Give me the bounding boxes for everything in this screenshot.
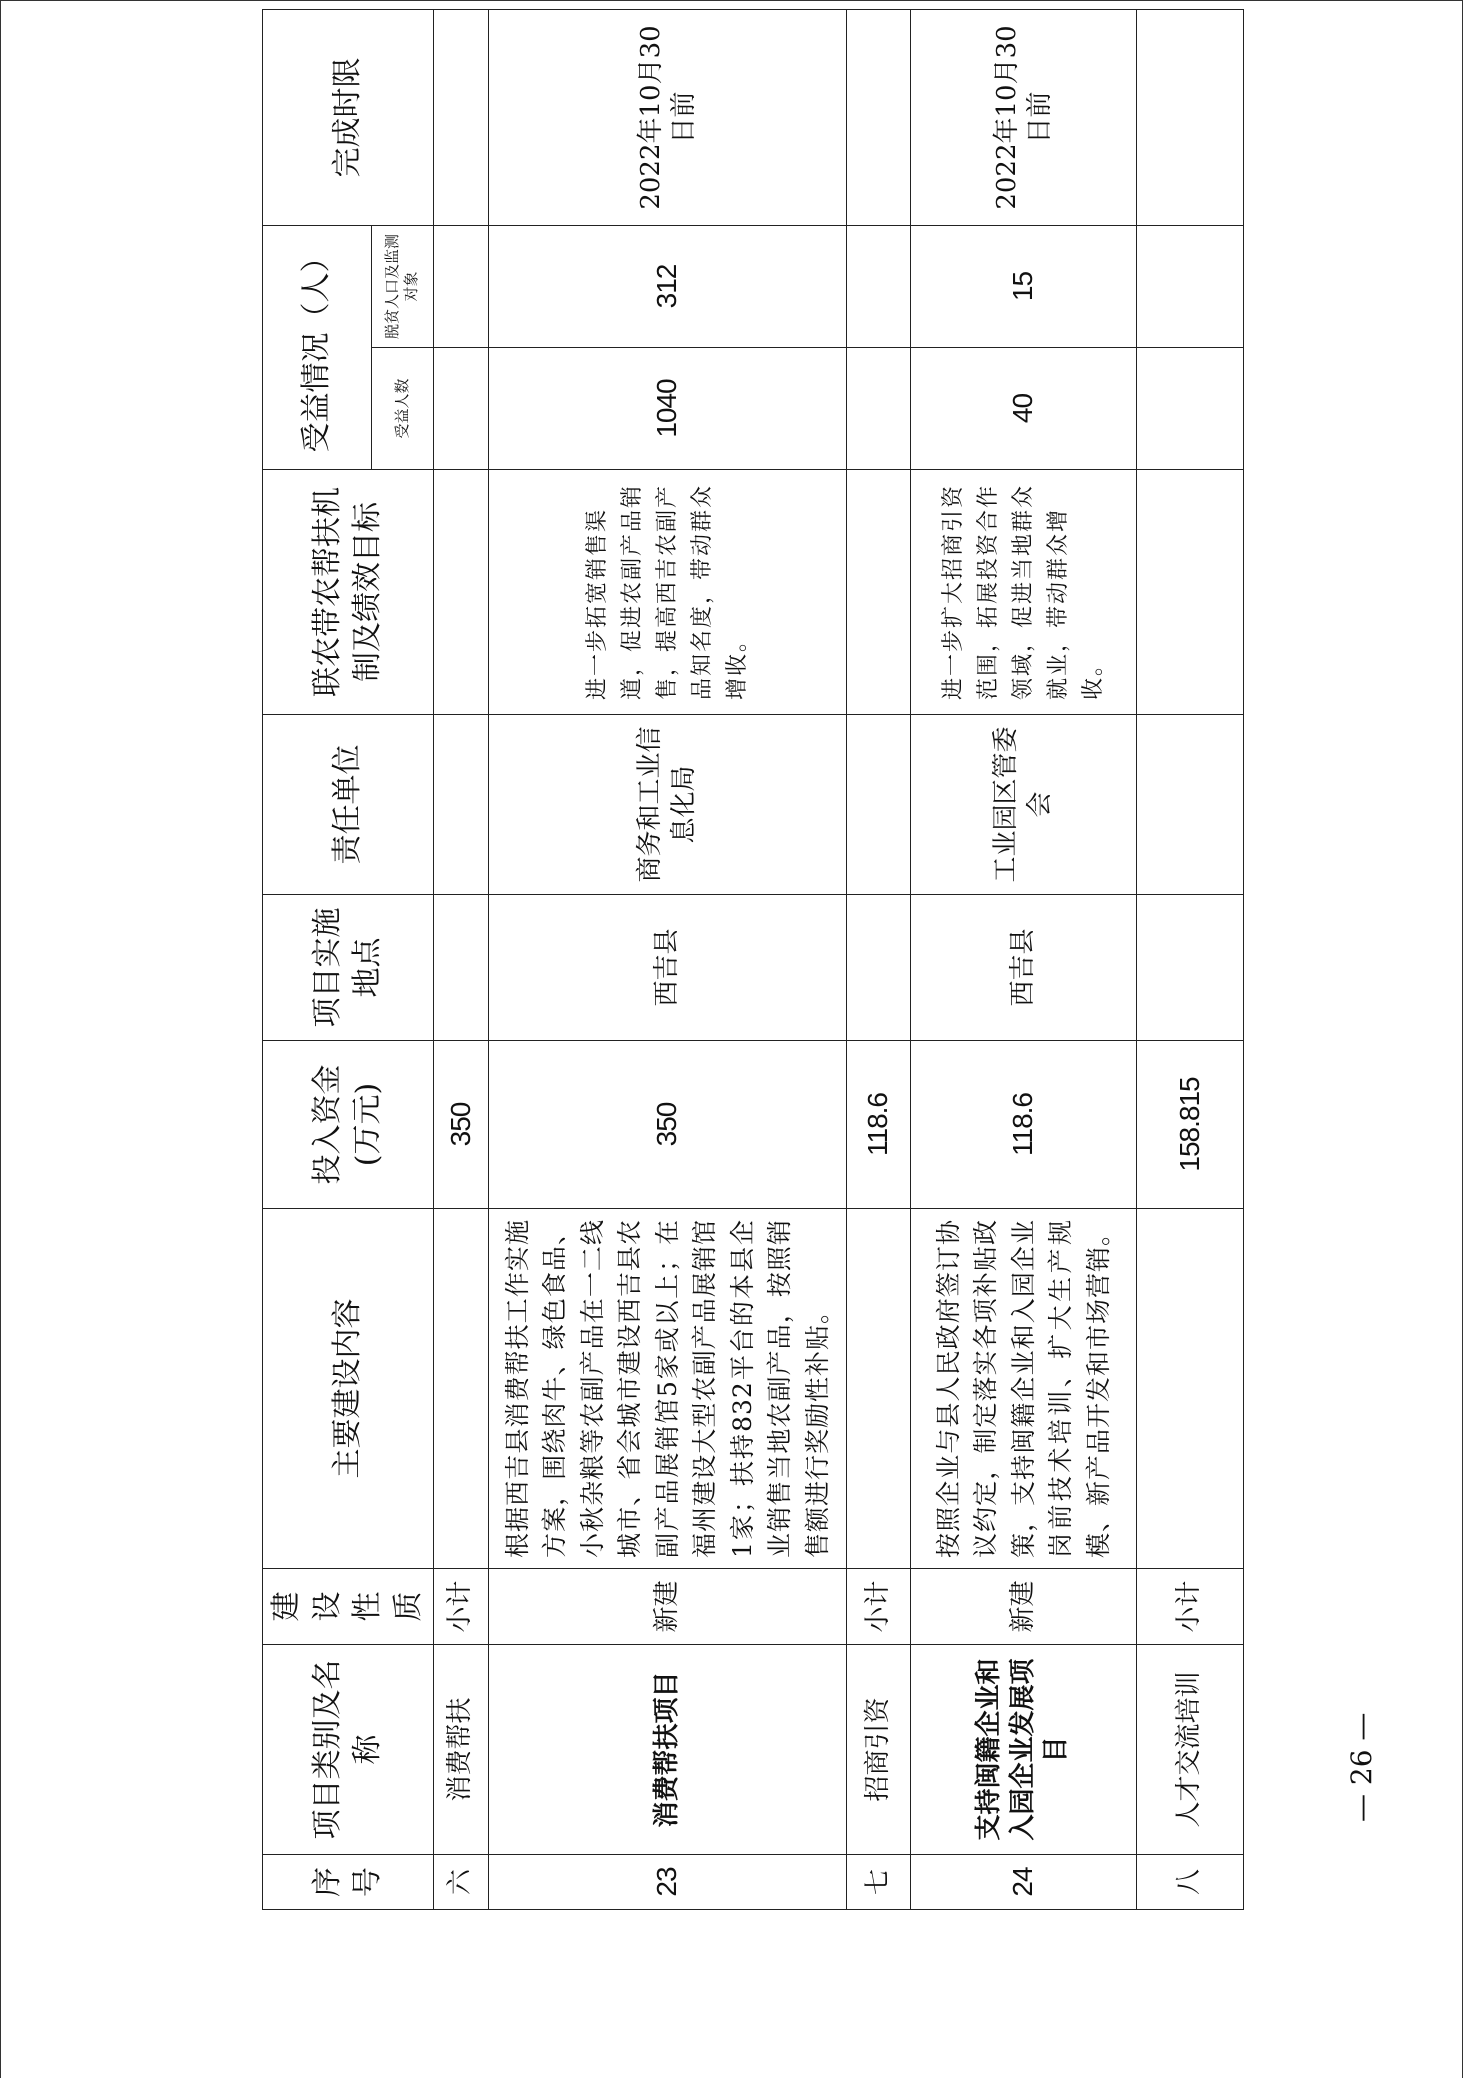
header-seq: 序号: [263, 1855, 434, 1910]
cell-location: 西吉县: [911, 895, 1137, 1041]
header-location: 项目实施地点: [263, 895, 434, 1041]
cell-funds: 350: [434, 1041, 489, 1209]
cell-unit: 工业园区管委会: [911, 715, 1137, 895]
page-number: — 26 —: [1345, 1712, 1378, 1822]
cell-name: 人才交流培训: [1137, 1645, 1244, 1855]
cell-location: [434, 895, 489, 1041]
table-row: [1137, 10, 1244, 1910]
header-unit: 责任单位: [263, 715, 434, 895]
cell-poor: [434, 226, 489, 348]
page-border-top: [0, 0, 1463, 1]
header-poor: 脱贫人口及监测对象: [371, 226, 433, 348]
cell-name: 消费帮扶项目: [489, 1645, 847, 1855]
cell-funds: 350: [489, 1041, 847, 1209]
header-beneficiaries: 受益人数: [371, 348, 433, 470]
cell-deadline: 2022年10月30日前: [489, 10, 847, 226]
project-table-rotated: [262, 10, 1205, 1910]
cell-poor: 15: [911, 226, 1137, 348]
cell-name: 招商引资: [847, 1645, 911, 1855]
cell-mechanism: [847, 470, 911, 715]
header-name: 项目类别及名称: [263, 1645, 434, 1855]
cell-unit: 商务和工业信息化局: [489, 715, 847, 895]
cell-seq: 六: [434, 1855, 489, 1910]
cell-deadline: [434, 10, 489, 226]
table-row: [911, 10, 1137, 1910]
cell-beneficiaries: [1137, 348, 1244, 470]
cell-nature: 新建: [489, 1569, 847, 1645]
cell-location: [1137, 895, 1244, 1041]
cell-deadline: [847, 10, 911, 226]
cell-funds: 118.6: [847, 1041, 911, 1209]
table-row: [489, 10, 847, 1910]
cell-mechanism: 进一步拓宽销售渠道，促进农副产品销售，提高西吉农副产品知名度，带动群众增收。: [489, 470, 847, 715]
cell-content: [847, 1209, 911, 1569]
table-row: [847, 10, 911, 1910]
cell-funds: 158.815: [1137, 1041, 1244, 1209]
cell-unit: [847, 715, 911, 895]
header-row: [263, 10, 372, 1910]
cell-poor: [1137, 226, 1244, 348]
cell-nature: 小计: [1137, 1569, 1244, 1645]
cell-mechanism: 进一步扩大招商引资范围，拓展投资合作领域，促进当地群众就业，带动群众增收。: [911, 470, 1137, 715]
cell-content: 按照企业与县人民政府签订协议约定，制定落实各项补贴政策，支持闽籍企业和入园企业岗前技术培训、扩大生产规模、新产品开发和市场营销。: [911, 1209, 1137, 1569]
cell-beneficiaries: [434, 348, 489, 470]
cell-location: 西吉县: [489, 895, 847, 1041]
cell-content: [1137, 1209, 1244, 1569]
header-content: 主要建设内容: [263, 1209, 434, 1569]
header-benefit: 受益情况（人）: [263, 226, 372, 470]
cell-unit: [1137, 715, 1244, 895]
header-nature: 建设性质: [263, 1569, 434, 1645]
cell-nature: 新建: [911, 1569, 1137, 1645]
header-funds: 投入资金(万元): [263, 1041, 434, 1209]
cell-unit: [434, 715, 489, 895]
page-border-left: [0, 0, 1, 2078]
cell-content: [434, 1209, 489, 1569]
cell-seq: 七: [847, 1855, 911, 1910]
cell-name: 消费帮扶: [434, 1645, 489, 1855]
cell-beneficiaries: [847, 348, 911, 470]
cell-name: 支持闽籍企业和入园企业发展项目: [911, 1645, 1137, 1855]
cell-seq: 23: [489, 1855, 847, 1910]
cell-seq: 24: [911, 1855, 1137, 1910]
cell-deadline: [1137, 10, 1244, 226]
cell-content: 根据西吉县消费帮扶工作实施方案，围绕肉牛、绿色食品、小秋杂粮等农副产品在一二线城市、省会城市建设西吉县农副产品展销馆5家或以上；在福州建设大型农副产品展销馆1家；扶持832平台的本县企业销售当地农副产品，按照销售额进行奖励性补贴。: [489, 1209, 847, 1569]
project-table: [262, 9, 1244, 1910]
cell-location: [847, 895, 911, 1041]
cell-poor: [847, 226, 911, 348]
table-row: [434, 10, 489, 1910]
cell-poor: 312: [489, 226, 847, 348]
cell-beneficiaries: 1040: [489, 348, 847, 470]
cell-mechanism: [434, 470, 489, 715]
header-mechanism: 联农带农帮扶机制及绩效目标: [263, 470, 434, 715]
header-deadline: 完成时限: [263, 10, 434, 226]
cell-deadline: 2022年10月30日前: [911, 10, 1137, 226]
cell-nature: 小计: [434, 1569, 489, 1645]
cell-mechanism: [1137, 470, 1244, 715]
cell-funds: 118.6: [911, 1041, 1137, 1209]
cell-nature: 小计: [847, 1569, 911, 1645]
cell-beneficiaries: 40: [911, 348, 1137, 470]
cell-seq: 八: [1137, 1855, 1244, 1910]
